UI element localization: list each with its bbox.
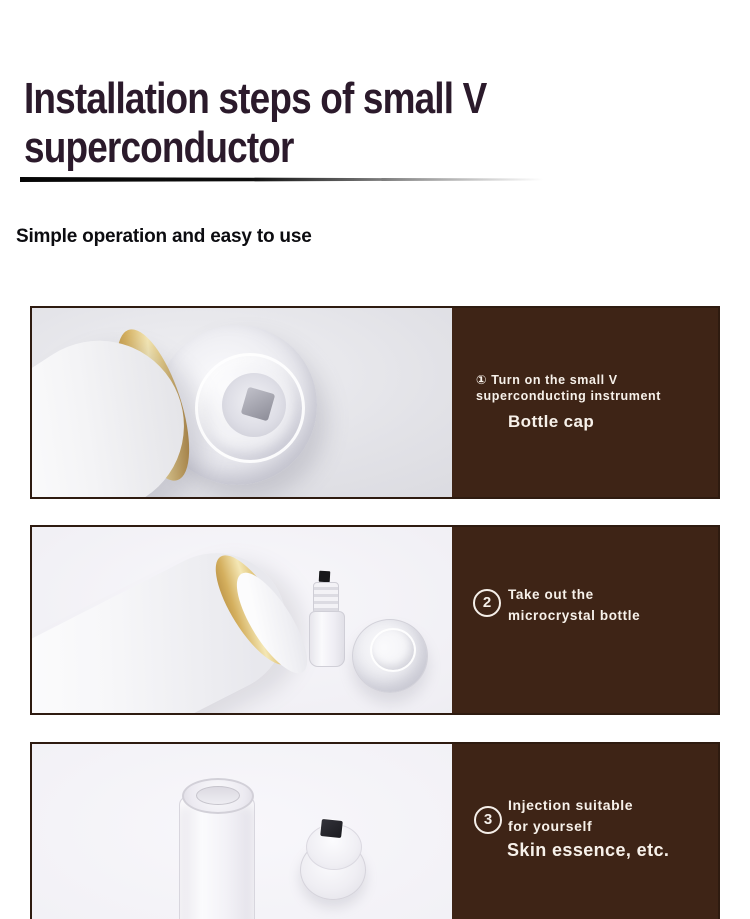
step-3-photo	[32, 744, 452, 919]
microcrystal-bottle-body-shape	[309, 611, 345, 667]
step-panel-3	[30, 742, 720, 919]
step-1-marker: ①	[476, 373, 488, 387]
step-3-description	[508, 795, 633, 837]
step-2-desc-line1: Take out the	[508, 587, 594, 602]
glass-vial-body-shape	[179, 796, 255, 919]
step-3-caption: Skin essence, etc.	[507, 840, 670, 860]
step-1-description	[476, 372, 661, 404]
step-1-desc-line1: Turn on the small V	[491, 373, 618, 387]
step-3-info	[452, 744, 718, 919]
title-divider	[20, 177, 565, 182]
step-1-caption: Bottle cap	[508, 412, 595, 431]
step-3-desc-line1: Injection suitable	[508, 797, 634, 813]
page-title-line1: Installation steps of small V	[24, 74, 487, 123]
microcrystal-cap-tip-shape	[320, 819, 343, 838]
glass-vial-mouth-shape	[196, 786, 240, 805]
step-1-info	[452, 308, 718, 497]
step-2-info	[452, 527, 718, 713]
step-2-description	[508, 584, 640, 626]
page-subtitle: Simple operation and easy to use	[16, 226, 312, 247]
microcrystal-bottle-neck-shape	[313, 582, 339, 614]
page-title	[24, 74, 486, 172]
page-title-line2: superconductor	[24, 123, 294, 172]
step-panel-1	[30, 306, 720, 499]
step-2-photo	[32, 527, 452, 713]
step-1-photo	[32, 308, 452, 497]
microcrystal-bottle-tip-shape	[319, 571, 331, 583]
step-3-desc-line2: for yourself	[508, 818, 593, 834]
step-panel-2	[30, 525, 720, 715]
step-3-number-badge: 3	[474, 806, 502, 834]
step-2-desc-line2: microcrystal bottle	[508, 608, 641, 623]
step-1-desc-line2: superconducting instrument	[476, 389, 662, 403]
step-2-number-badge: 2	[473, 589, 501, 617]
clear-cap-inner-shape	[370, 628, 416, 672]
